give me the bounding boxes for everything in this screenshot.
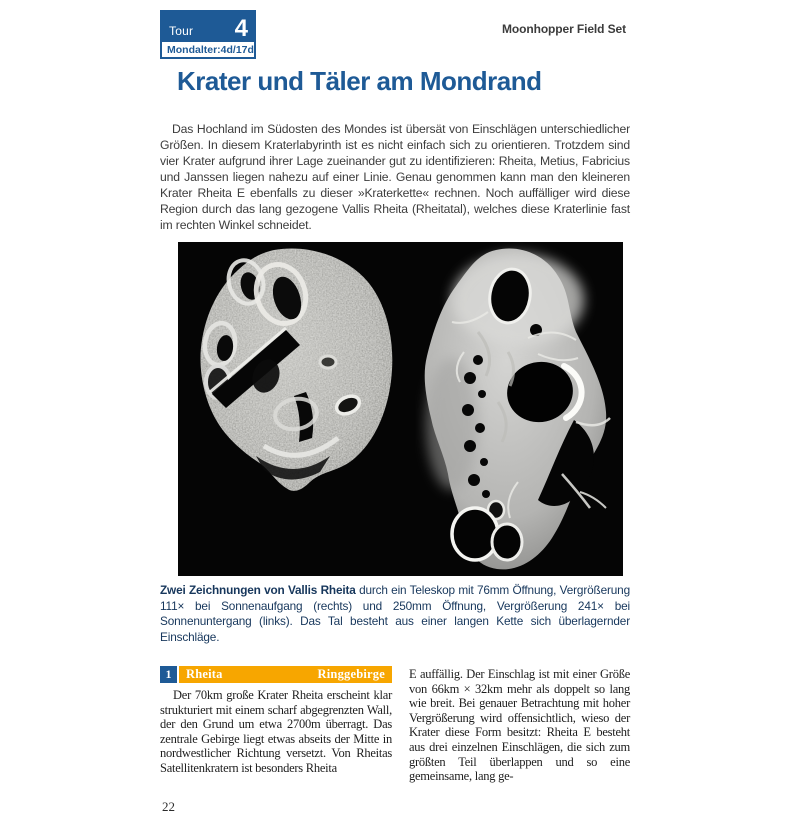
right-column xyxy=(409,666,630,784)
page-title: Krater und Täler am Mondrand xyxy=(177,66,542,96)
tour-label: Tour xyxy=(169,24,194,38)
moon-age-label: Mondalter: xyxy=(167,44,221,56)
figure-caption xyxy=(160,583,630,645)
tour-box-header xyxy=(162,12,254,42)
page-number: 22 xyxy=(162,798,175,814)
section-name: Rheita xyxy=(186,667,223,681)
body-text-left: Der 70km große Krater Rheita erscheint klar strukturiert mit einem scharf abgegrenzten Wall, der den Grund um etwa 2700m überragt. Das zentrale Gebirge liegt etwas abseits der Mitte in nordwestlicher Richtung versetzt. Von Rheitas Satellitenkratern ist besonders Rheita xyxy=(160,688,392,775)
two-column-body xyxy=(160,666,630,784)
left-column xyxy=(160,666,392,784)
moon-sketches-image xyxy=(178,242,623,576)
main-flow xyxy=(160,121,630,815)
section-title-strip xyxy=(179,666,392,683)
page-content xyxy=(160,0,630,814)
section-number-badge: 1 xyxy=(160,666,177,683)
moon-age-strip xyxy=(162,42,254,57)
moon-age-value: 4d/17d xyxy=(220,44,254,56)
body-text-right: E auffällig. Der Einschlag ist mit einer Größe von 66km × 32km mehr als doppelt so lang wie breit. Bei genauer Betrachtung mit hoher Vergrößerung wird offensichtlich, wieso der Krater diese Form besitzt: Rheita E besteht aus drei einzelnen Einschlägen, die sich zum größten Teil überlappen und so eine gemeinsame, lang ge- xyxy=(409,667,630,784)
moon-sketches-svg xyxy=(178,242,623,576)
intro-paragraph: Das Hochland im Südosten des Mondes ist übersät von Einschlägen unterschiedlicher Größen. In diesem Kraterlabyrinth ist es nicht einfach sich zu orientieren. Trotzdem sind vier Krater aufgrund ihrer Lage zueinander gut zu identifizieren: Rheita, Metius, Fabricius und Janssen liegen nahezu auf einer Linie. Genau genommen kann man den kleineren Krater Rheita E ebenfalls zu dieser »Kraterkette« rechnen. Noch auffälliger wird diese Region durch das lang gezogene Vallis Rheita (Rheitatal), welches diese Kraterlinie fast im rechten Winkel schneidet. xyxy=(160,122,630,232)
figure-caption-rest: durch ein Teleskop mit 76mm Öffnung, Vergrößerung 111× bei Sonnenaufgang (rechts) und 250mm Öffnung, Vergrößerung 241× bei Sonnenuntergang (links). Das Tal besteht aus einer langen Kette sich überlagernder Einschläge. xyxy=(160,583,630,644)
section-category: Ringgebirge xyxy=(317,667,385,681)
figure-caption-lead: Zwei Zeichnungen von Vallis Rheita xyxy=(160,583,356,597)
running-head: Moonhopper Field Set xyxy=(502,22,626,36)
section-header-bar xyxy=(160,666,392,683)
tour-info-box xyxy=(160,10,256,59)
tour-number: 4 xyxy=(234,15,248,42)
